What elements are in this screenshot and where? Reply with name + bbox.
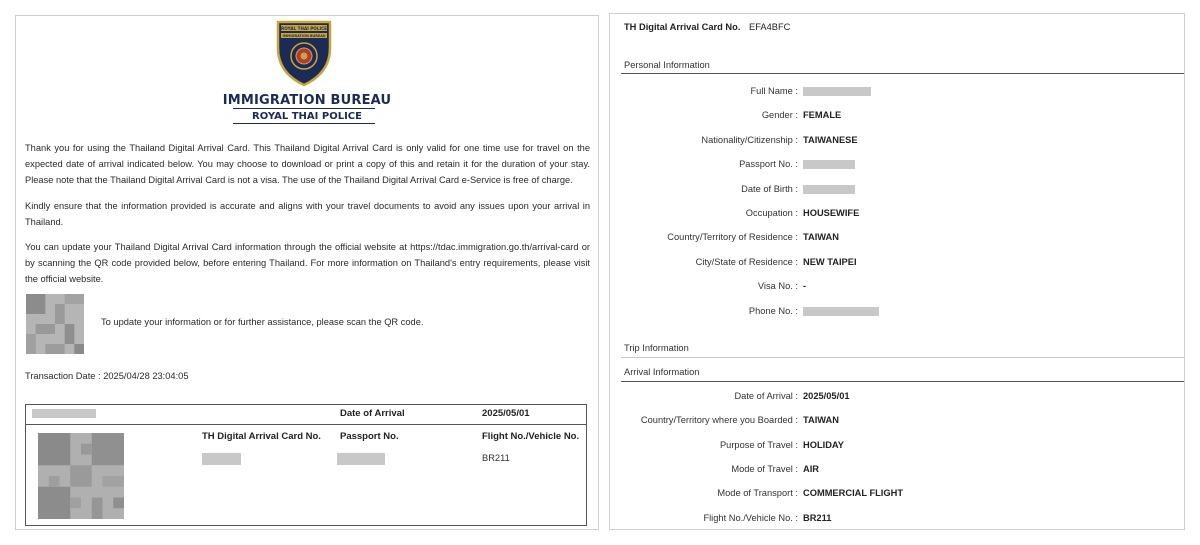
arrival-field-value: AIR [803,463,820,474]
svg-text:IMMIGRATION BUREAU: IMMIGRATION BUREAU [282,34,326,38]
personal-field-redacted-value [803,307,879,316]
intro-paragraph: Thank you for using the Thailand Digital Arrival Card. This Thailand Digital Arrival Card is only valid for one time use for travel on the expected date of arrival indicated below. You may choose to download or print a copy of this and retain it for the duration of your stay. Please note that the Thailand Digital Arrival Card is not a visa. The use of the Thailand Digital Arrival Card e-Service is free of charge. [25,143,590,185]
arrival-card-qr-code-icon [38,433,124,519]
personal-field-label: Occupation : [745,208,798,218]
trip-section-divider [621,357,1184,358]
personal-field-value: HOUSEWIFE [803,208,860,218]
flight-no-label: Flight No./Vehicle No. [482,431,580,442]
personal-field-label: Phone No. : [748,305,798,316]
card-header-divider [26,424,586,425]
arrival-field-label: Flight No./Vehicle No. : [703,512,798,523]
arrival-card-summary-panel [15,15,599,530]
personal-field-value: - [803,281,807,292]
personal-field-label: City/State of Residence : [695,256,798,267]
personal-field-label: Country/Territory of Residence : [667,232,798,243]
personal-field-label: Date of Birth : [741,183,798,194]
personal-field-row [610,306,1186,320]
personal-field-label: Gender : [761,110,798,121]
arrival-field-label: Mode of Transport : [717,488,798,499]
update-qr-code-icon[interactable] [26,294,84,354]
card-number-header [624,22,790,32]
personal-field-row [610,208,1186,222]
arrival-field-value: BR211 [803,512,832,523]
arrival-field-label: Date of Arrival : [734,391,798,401]
arrival-field-value: 2025/05/01 [803,391,850,401]
personal-field-label: Full Name : [750,86,798,96]
personal-field-value: TAIWANESE [803,134,858,145]
transaction-date [25,371,189,381]
arrival-field-row [610,440,1186,454]
personal-field-label: Visa No. : [757,281,798,292]
arrival-field-value: TAIWAN [803,415,839,426]
personal-information-title: Personal Information [624,60,710,70]
card-number-value: EFA4BFC [749,22,791,32]
arrival-field-row [610,464,1186,478]
card-number-label: TH Digital Arrival Card No. [624,22,741,32]
personal-field-redacted-value [803,185,855,194]
personal-field-value: FEMALE [803,110,842,121]
redacted-card-no [202,453,241,465]
arrival-card-box [25,404,587,526]
arrival-field-row [610,415,1186,429]
personal-field-value: NEW TAIPEI [803,256,857,267]
passport-no-label: Passport No. [340,431,399,442]
arrival-field-value: COMMERCIAL FLIGHT [803,488,904,499]
personal-field-row [610,135,1186,149]
arrival-field-value: HOLIDAY [803,439,844,450]
qr-code-instruction: To update your information or for further assistance, please scan the QR code. [101,317,424,327]
personal-field-row [610,159,1186,173]
accuracy-paragraph: Kindly ensure that the information provided is accurate and aligns with your travel documents to avoid any issues upon your arrival in Thailand. [25,201,590,227]
personal-section-divider [621,73,1184,74]
date-of-arrival-label: Date of Arrival [340,408,405,419]
arrival-field-label: Purpose of Travel : [719,439,798,450]
personal-field-redacted-value [803,87,871,96]
arrival-field-row [610,391,1186,405]
royal-thai-police-badge-icon [274,18,334,88]
logo-divider-bottom [233,123,375,124]
trip-information-title: Trip Information [624,343,689,353]
redacted-passport-no [337,453,385,465]
personal-field-value: TAIWAN [803,232,839,243]
arrival-field-label: Mode of Travel : [731,463,798,474]
personal-field-label: Nationality/Citizenship : [701,134,798,145]
personal-field-row [610,110,1186,124]
date-of-arrival-value: 2025/05/01 [482,408,530,419]
card-no-label: TH Digital Arrival Card No. [202,431,321,442]
personal-field-label: Passport No. : [739,159,798,170]
immigration-bureau-title: IMMIGRATION BUREAU [222,93,392,108]
transaction-date-value: 2025/04/28 23:04:05 [103,371,189,381]
personal-field-row [610,184,1186,198]
personal-field-row [610,257,1186,271]
arrival-information-title: Arrival Information [624,367,700,377]
royal-thai-police-title: ROYAL THAI POLICE [252,111,362,122]
arrival-section-divider [621,381,1184,382]
arrival-field-row [610,513,1186,527]
personal-field-row [610,86,1186,100]
redacted-name [32,409,96,418]
personal-field-row [610,281,1186,295]
arrival-card-details-panel [609,13,1185,530]
logo-divider [233,108,375,109]
personal-field-redacted-value [803,160,855,169]
arrival-field-label: Country/Territory where you Boarded : [640,415,798,426]
svg-text:ROYAL THAI POLICE: ROYAL THAI POLICE [280,26,328,31]
personal-field-row [610,232,1186,246]
update-paragraph: You can update your Thailand Digital Arrival Card information through the official website at https://tdac.immigration.go.th/arrival-card or by scanning the QR code provided below, before entering Thailand. For more information on Thailand's entry requirements, please visit the official website. [25,242,590,284]
flight-no-value: BR211 [482,453,510,463]
transaction-date-label: Transaction Date : [25,371,101,381]
arrival-field-row [610,488,1186,502]
